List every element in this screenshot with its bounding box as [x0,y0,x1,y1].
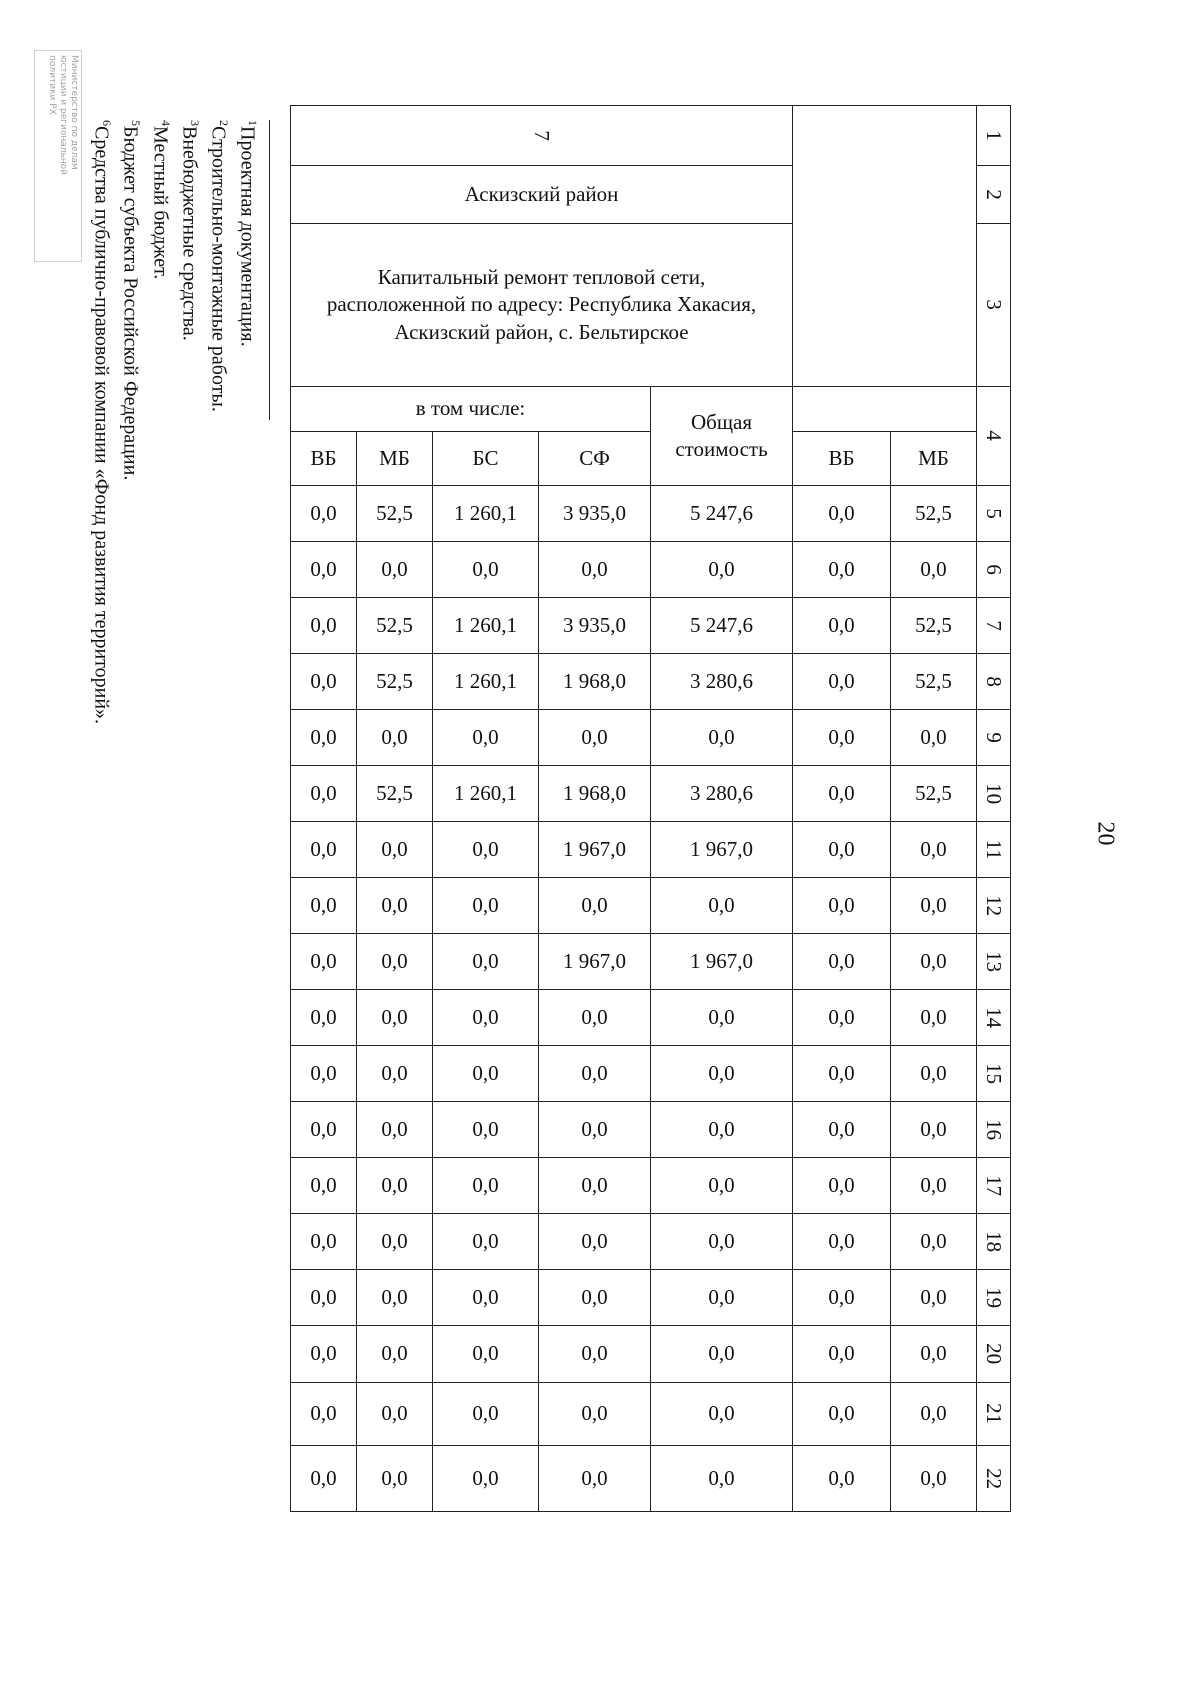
mb-cell: 0,0 [357,1046,433,1102]
mb-cell-2: 0,0 [891,934,977,990]
row-index-cell [977,710,1011,766]
table-row [291,990,1011,1046]
mb-cell: 0,0 [357,934,433,990]
bs-cell: 0,0 [433,1046,539,1102]
sf-cell: 0,0 [539,1214,651,1270]
sf-cell: 0,0 [539,1158,651,1214]
sf-cell: 0,0 [539,1446,651,1512]
row-index-cell [977,654,1011,710]
mb-cell-2: 0,0 [891,1383,977,1446]
mb-cell: 0,0 [357,710,433,766]
vb-cell-2: 0,0 [793,878,891,934]
total-cell: 1 967,0 [651,822,793,878]
footnote-text: Строительно-монтажные работы. [207,126,230,412]
row-index-cell [977,598,1011,654]
mb-cell-2: 0,0 [891,710,977,766]
mb-cell-2: 0,0 [891,1270,977,1326]
total-cell: 0,0 [651,542,793,598]
table-row [291,822,1011,878]
sf-cell: 0,0 [539,1046,651,1102]
table-row [291,710,1011,766]
mb-cell: 0,0 [357,1326,433,1383]
row-index-cell [977,766,1011,822]
footnote-text: Местный бюджет. [148,126,171,280]
vb-cell: 0,0 [291,1102,357,1158]
vb-cell: 0,0 [291,1158,357,1214]
total-cell: 3 280,6 [651,766,793,822]
bs-cell: 0,0 [433,1446,539,1512]
footnote-mark: 5 [129,120,144,126]
table-row [291,598,1011,654]
row-index: 12 [982,894,1007,916]
row-number: 7 [530,130,555,141]
bs-cell: 1 260,1 [433,654,539,710]
total-cell: 1 967,0 [651,934,793,990]
row-index: 11 [982,839,1007,860]
row-index-cell [977,878,1011,934]
footnote-text: Проектная документация. [236,126,259,347]
sf-cell: 3 935,0 [539,598,651,654]
blank-header-cell [793,106,977,387]
vb-cell: 0,0 [291,598,357,654]
mb-cell-2: 0,0 [891,542,977,598]
row-index: 5 [982,508,1007,519]
bs-cell: 0,0 [433,1326,539,1383]
mb-cell: 52,5 [357,654,433,710]
vb-cell-2: 0,0 [793,990,891,1046]
total-cell: 0,0 [651,1158,793,1214]
vb-header: ВБ [291,432,357,486]
row-index: 9 [982,732,1007,743]
sf-cell: 0,0 [539,1326,651,1383]
sf-cell: 3 935,0 [539,486,651,542]
vb-cell: 0,0 [291,710,357,766]
mb-cell-2: 0,0 [891,990,977,1046]
row-index-cell [977,1158,1011,1214]
mb-cell-2: 52,5 [891,598,977,654]
row-index-cell [977,1046,1011,1102]
stamp-line: Министерство по делам [69,55,79,170]
mb-cell: 0,0 [357,1102,433,1158]
bs-cell: 1 260,1 [433,598,539,654]
row-index-cell [977,542,1011,598]
mb-cell-2: 0,0 [891,1102,977,1158]
mb-cell: 0,0 [357,1383,433,1446]
footnote-list [89,120,264,724]
mb-cell-2: 0,0 [891,1158,977,1214]
sf-cell: 0,0 [539,542,651,598]
vb-cell: 0,0 [291,934,357,990]
bs-header: БС [433,432,539,486]
total-cell: 3 280,6 [651,654,793,710]
table-row [291,654,1011,710]
footnote [177,120,206,724]
vb-cell-2: 0,0 [793,654,891,710]
mb-cell-2: 0,0 [891,1214,977,1270]
mb-cell-2: 0,0 [891,1446,977,1512]
bs-cell: 0,0 [433,1383,539,1446]
row-index-cell [977,1270,1011,1326]
footnote-text: Внебюджетные средства. [178,126,201,341]
mb-cell: 0,0 [357,1270,433,1326]
footnote [206,120,235,724]
mb-cell-2: 52,5 [891,654,977,710]
table-row [291,934,1011,990]
sf-cell: 0,0 [539,1270,651,1326]
row-index-cell [977,1326,1011,1383]
total-cell: 0,0 [651,1326,793,1383]
sf-cell: 1 967,0 [539,934,651,990]
vb-cell: 0,0 [291,1214,357,1270]
footnote-mark: 3 [187,120,202,126]
bs-cell: 1 260,1 [433,766,539,822]
row-index-cell [977,990,1011,1046]
total-cell: 0,0 [651,1270,793,1326]
table-row [291,1446,1011,1512]
bs-cell: 1 260,1 [433,486,539,542]
row-index: 18 [982,1230,1007,1252]
mb-cell-2: 0,0 [891,1046,977,1102]
vb-cell-2: 0,0 [793,486,891,542]
vb-cell: 0,0 [291,822,357,878]
row-index: 15 [982,1062,1007,1084]
footnote [89,120,118,724]
row-index: 10 [982,782,1007,804]
vb-cell-2: 0,0 [793,542,891,598]
table-row [291,1326,1011,1383]
vb-cell: 0,0 [291,990,357,1046]
bs-cell: 0,0 [433,1214,539,1270]
mb-cell: 52,5 [357,598,433,654]
header-row-1 [291,387,1011,432]
row-index: 22 [982,1467,1007,1489]
table-row [291,1102,1011,1158]
bs-cell: 0,0 [433,1270,539,1326]
table-row [291,1270,1011,1326]
footnote-mark: 1 [246,120,260,126]
sf-cell: 0,0 [539,878,651,934]
vb-cell-2: 0,0 [793,710,891,766]
vb-cell-2: 0,0 [793,598,891,654]
row-index: 14 [982,1006,1007,1028]
bs-cell: 0,0 [433,822,539,878]
sf-cell: 0,0 [539,1383,651,1446]
footnote-mark: 4 [158,120,173,126]
table-row [291,878,1011,934]
stamp-line: политики РХ [47,55,57,115]
footnotes [70,120,270,880]
mb-cell: 0,0 [357,1158,433,1214]
sf-cell: 0,0 [539,1102,651,1158]
column-number-4: 4 [977,387,1011,486]
bs-cell: 0,0 [433,1102,539,1158]
row-index: 8 [982,676,1007,687]
mb-cell-2: 0,0 [891,878,977,934]
vb-cell: 0,0 [291,654,357,710]
table-row [291,1214,1011,1270]
row-index-cell [977,486,1011,542]
row-index-cell [977,1383,1011,1446]
project-title-cell [291,224,793,387]
vb-cell: 0,0 [291,542,357,598]
mb-header-2: МБ [891,432,977,486]
vb-cell-2: 0,0 [793,1158,891,1214]
project-title: Капитальный ремонт тепловой сети, расположенной по адресу: Республика Хакасия, Аскизский район, с. Бельтирское [326,265,757,344]
mb-cell: 0,0 [357,990,433,1046]
footnote-text: Бюджет субъекта Российской Федерации. [119,126,142,481]
row-index: 17 [982,1174,1007,1196]
vb-cell: 0,0 [291,1446,357,1512]
sf-header: СФ [539,432,651,486]
mb-cell: 0,0 [357,542,433,598]
bs-cell: 0,0 [433,990,539,1046]
footnote-mark: 2 [216,120,231,126]
data-rows [291,486,1011,1512]
registration-stamp [34,50,82,262]
row-index-cell [977,1102,1011,1158]
page-number: 20 [1092,821,1119,846]
mb-header: МБ [357,432,433,486]
total-cell: 0,0 [651,1446,793,1512]
total-cell: 0,0 [651,1046,793,1102]
total-cell: 5 247,6 [651,598,793,654]
vb-cell-2: 0,0 [793,1046,891,1102]
total-cost-header: Общая стоимость [651,387,793,486]
mb-cell: 0,0 [357,878,433,934]
vb-cell-2: 0,0 [793,934,891,990]
bs-cell: 0,0 [433,1158,539,1214]
blank-subheader-cell [793,387,977,432]
table-row [291,1158,1011,1214]
table-row [291,542,1011,598]
total-cell: 0,0 [651,990,793,1046]
row-index: 16 [982,1118,1007,1140]
row-number-row [291,106,1011,166]
sf-cell: 1 968,0 [539,766,651,822]
column-number-1: 1 [977,106,1011,166]
including-header: в том числе: [291,387,651,432]
vb-cell-2: 0,0 [793,766,891,822]
mb-cell-2: 0,0 [891,1326,977,1383]
mb-cell: 52,5 [357,486,433,542]
mb-cell: 0,0 [357,1214,433,1270]
row-index-cell [977,822,1011,878]
vb-cell: 0,0 [291,878,357,934]
row-index: 6 [982,564,1007,575]
district-cell: Аскизский район [291,166,793,224]
mb-cell: 0,0 [357,1446,433,1512]
total-cell: 0,0 [651,1214,793,1270]
vb-cell: 0,0 [291,486,357,542]
row-index-cell [977,934,1011,990]
row-number-cell [291,106,793,166]
vb-header-2: ВБ [793,432,891,486]
row-index: 7 [982,620,1007,631]
table-row [291,1383,1011,1446]
bs-cell: 0,0 [433,710,539,766]
table-row [291,486,1011,542]
vb-cell-2: 0,0 [793,1326,891,1383]
vb-cell-2: 0,0 [793,1446,891,1512]
total-cell: 0,0 [651,878,793,934]
mb-cell: 52,5 [357,766,433,822]
sf-cell: 1 967,0 [539,822,651,878]
bs-cell: 0,0 [433,878,539,934]
vb-cell-2: 0,0 [793,1383,891,1446]
vb-cell-2: 0,0 [793,822,891,878]
row-index: 13 [982,950,1007,972]
row-index: 21 [982,1403,1007,1425]
row-index: 19 [982,1286,1007,1308]
vb-cell: 0,0 [291,766,357,822]
budget-table [290,105,1011,1512]
footnote [235,120,264,724]
row-index-cell [977,1214,1011,1270]
mb-cell: 0,0 [357,822,433,878]
vb-cell: 0,0 [291,1326,357,1383]
column-number-2: 2 [977,166,1011,224]
footnote [118,120,147,724]
sf-cell: 0,0 [539,990,651,1046]
mb-cell-2: 52,5 [891,486,977,542]
mb-cell-2: 0,0 [891,822,977,878]
vb-cell: 0,0 [291,1383,357,1446]
bs-cell: 0,0 [433,934,539,990]
total-cell: 0,0 [651,1383,793,1446]
table-row [291,766,1011,822]
footnote-text: Средства публично-правовой компании «Фонд развития территорий». [90,126,113,725]
sf-cell: 1 968,0 [539,654,651,710]
total-cell: 5 247,6 [651,486,793,542]
vb-cell: 0,0 [291,1270,357,1326]
footnote-rule [269,120,270,420]
bs-cell: 0,0 [433,542,539,598]
row-index-cell [977,1446,1011,1512]
table-row [291,1046,1011,1102]
total-cell: 0,0 [651,710,793,766]
vb-cell-2: 0,0 [793,1214,891,1270]
sf-cell: 0,0 [539,710,651,766]
vb-cell-2: 0,0 [793,1270,891,1326]
total-cell: 0,0 [651,1102,793,1158]
row-index: 20 [982,1343,1007,1365]
mb-cell-2: 52,5 [891,766,977,822]
stamp-line: юстиции и региональной [58,55,68,176]
column-number-3: 3 [977,224,1011,387]
vb-cell: 0,0 [291,1046,357,1102]
footnote [147,120,176,724]
footnote-mark: 6 [100,120,115,126]
vb-cell-2: 0,0 [793,1102,891,1158]
